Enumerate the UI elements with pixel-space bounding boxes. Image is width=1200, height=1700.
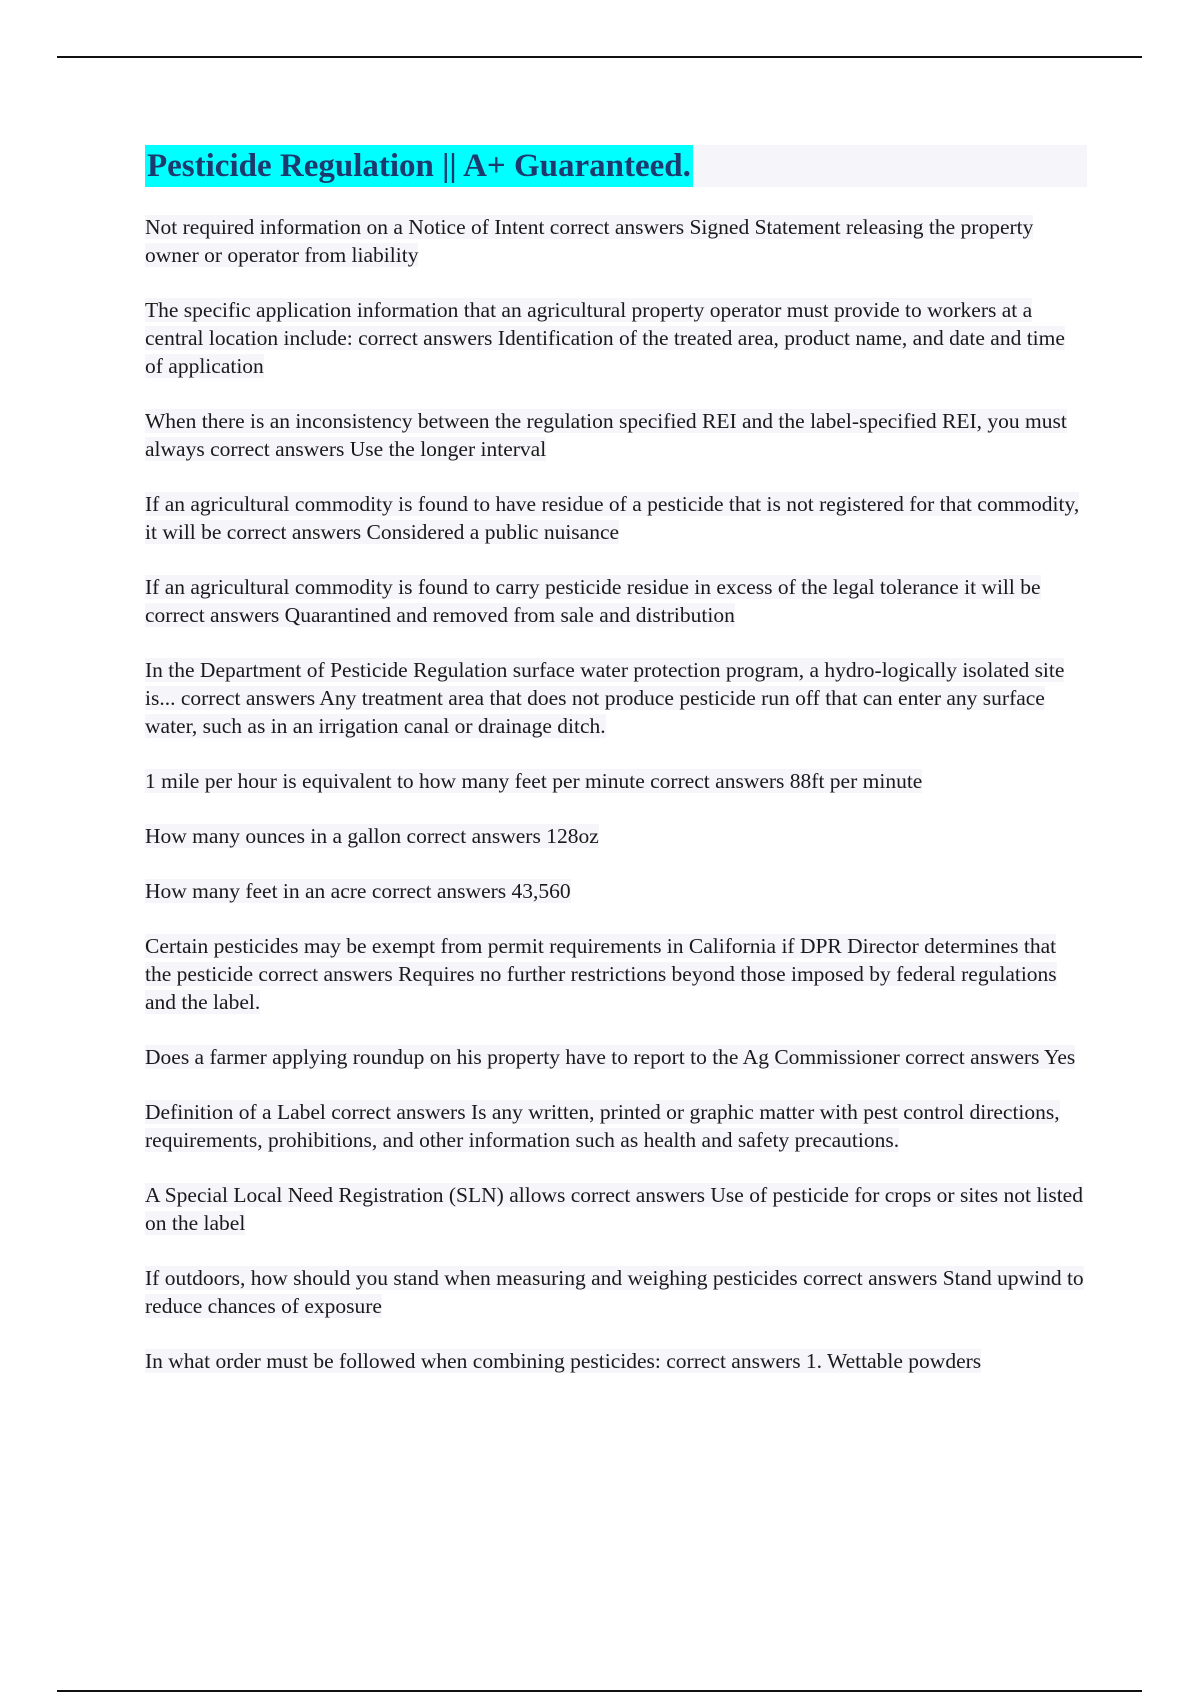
qa-item: [145, 490, 1087, 546]
qa-text: Definition of a Label correct answers Is any written, printed or graphic matter with pest control directions, requirements, prohibitions, and other information such as health and safety precautions.: [145, 1100, 1060, 1152]
qa-item: [145, 1181, 1087, 1237]
qa-text: How many feet in an acre correct answers 43,560: [145, 879, 571, 903]
qa-text: If outdoors, how should you stand when measuring and weighing pesticides correct answers Stand upwind to reduce chances of exposure: [145, 1266, 1084, 1318]
qa-item: [145, 822, 1087, 850]
header-rule: [57, 56, 1142, 58]
qa-item: [145, 1264, 1087, 1320]
qa-text: In the Department of Pesticide Regulation surface water protection program, a hydro-logically isolated site is... correct answers Any treatment area that does not produce pesticide run off that can enter any surface water, such as in an irrigation canal or drainage ditch.: [145, 658, 1065, 738]
qa-item: [145, 877, 1087, 905]
document-title: Pesticide Regulation || A+ Guaranteed.: [145, 145, 693, 187]
qa-text: If an agricultural commodity is found to carry pesticide residue in excess of the legal tolerance it will be correct answers Quarantined and removed from sale and distribution: [145, 575, 1041, 627]
qa-item: [145, 407, 1087, 463]
qa-item: [145, 1043, 1087, 1071]
qa-text: Not required information on a Notice of Intent correct answers Signed Statement releasing the property owner or operator from liability: [145, 215, 1034, 267]
qa-item: [145, 213, 1087, 269]
qa-item: [145, 1098, 1087, 1154]
qa-item: [145, 296, 1087, 380]
qa-item: [145, 573, 1087, 629]
qa-text: If an agricultural commodity is found to have residue of a pesticide that is not registered for that commodity, it will be correct answers Considered a public nuisance: [145, 492, 1080, 544]
qa-text: A Special Local Need Registration (SLN) allows correct answers Use of pesticide for crops or sites not listed on the label: [145, 1183, 1083, 1235]
qa-text: In what order must be followed when combining pesticides: correct answers 1. Wettable powders: [145, 1349, 982, 1373]
qa-item: [145, 767, 1087, 795]
qa-item: [145, 656, 1087, 740]
qa-item: [145, 1347, 1087, 1375]
qa-text: Does a farmer applying roundup on his property have to report to the Ag Commissioner correct answers Yes: [145, 1045, 1076, 1069]
qa-text: 1 mile per hour is equivalent to how many feet per minute correct answers 88ft per minute: [145, 769, 923, 793]
qa-text: The specific application information that an agricultural property operator must provide to workers at a central location include: correct answers Identification of the treated area, product name, and date and time of application: [145, 298, 1065, 378]
qa-item: [145, 932, 1087, 1016]
document-body: [145, 145, 1087, 1402]
qa-text: When there is an inconsistency between the regulation specified REI and the label-specified REI, you must always correct answers Use the longer interval: [145, 409, 1067, 461]
title-bar: [145, 145, 1087, 187]
footer-rule: [57, 1690, 1142, 1692]
qa-text: How many ounces in a gallon correct answers 128oz: [145, 824, 599, 848]
qa-text: Certain pesticides may be exempt from permit requirements in California if DPR Director determines that the pesticide correct answers Requires no further restrictions beyond those imposed by federal regulations and the label.: [145, 934, 1057, 1014]
